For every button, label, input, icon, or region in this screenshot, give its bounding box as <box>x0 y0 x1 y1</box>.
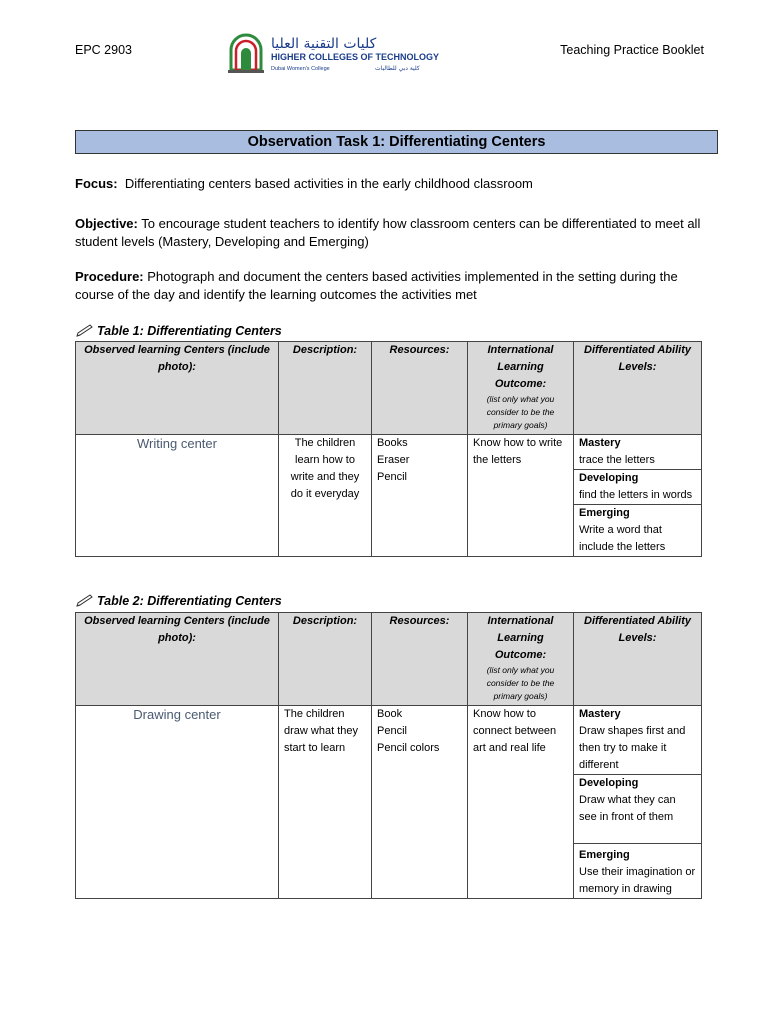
description-cell: The children draw what they start to learn <box>279 706 372 899</box>
logo-english: HIGHER COLLEGES OF TECHNOLOGY <box>271 52 440 62</box>
level-text: Write a word that include the letters <box>579 524 666 553</box>
level-text: find the letters in words <box>579 489 693 501</box>
level-emerging <box>574 844 701 898</box>
page-title: Observation Task 1: Differentiating Centers <box>75 130 718 154</box>
resources-cell <box>372 435 468 557</box>
level-name: Developing <box>579 777 639 789</box>
level-mastery <box>574 706 701 775</box>
logo-sub-left: Dubai Women's College <box>271 66 330 72</box>
header-outcome-note: (list only what you consider to be the primary goals) <box>486 665 555 701</box>
header-resources: Resources: <box>372 613 468 706</box>
center-name: Drawing center <box>76 706 279 899</box>
header-observed-centers: Observed learning Centers (include photo): <box>76 613 279 706</box>
level-name: Emerging <box>579 849 630 861</box>
level-name: Developing <box>579 472 639 484</box>
logo-sub-right: كلية دبي للطالبات <box>375 65 420 72</box>
table-row <box>76 435 702 557</box>
objective-label: Objective: <box>75 216 138 231</box>
focus-text: Differentiating centers based activities in the early childhood classroom <box>124 176 533 191</box>
header-ability-levels: Differentiated Ability Levels: <box>574 342 702 435</box>
level-developing <box>574 470 701 505</box>
booklet-title: Teaching Practice Booklet <box>560 43 704 57</box>
resource-item: Books <box>377 437 408 449</box>
pencil-icon <box>75 324 95 338</box>
header-outcome <box>468 342 574 435</box>
header-description: Description: <box>279 342 372 435</box>
header-resources: Resources: <box>372 342 468 435</box>
table2-caption-text: Table 2: Differentiating Centers <box>97 594 282 608</box>
table-row <box>76 706 702 899</box>
resource-item: Eraser <box>377 454 410 466</box>
objective-paragraph <box>75 215 715 251</box>
header-observed-centers: Observed learning Centers (include photo): <box>76 342 279 435</box>
outcome-cell: Know how to connect between art and real life <box>468 706 574 899</box>
focus-paragraph <box>75 175 715 193</box>
center-name: Writing center <box>76 435 279 557</box>
table-header-row <box>76 613 702 706</box>
level-mastery <box>574 435 701 470</box>
resource-item: Pencil <box>377 471 407 483</box>
header-outcome-label: International Learning Outcome: <box>487 344 554 390</box>
procedure-paragraph <box>75 268 715 304</box>
college-emblem-icon <box>225 30 440 74</box>
levels-cell <box>574 706 702 899</box>
resource-item: Pencil <box>377 725 407 737</box>
resource-item: Book <box>377 708 403 720</box>
level-developing <box>574 775 701 844</box>
level-emerging <box>574 505 701 556</box>
resources-cell <box>372 706 468 899</box>
table1-caption-text: Table 1: Differentiating Centers <box>97 324 282 338</box>
description-cell: The children learn how to write and they do it everyday <box>279 435 372 557</box>
level-name: Mastery <box>579 437 621 449</box>
table1-caption <box>75 324 282 338</box>
procedure-text: Photograph and document the centers based activities implemented in the setting during the course of the day and identify the learning outcomes the activities met <box>75 269 678 302</box>
header-outcome-note: (list only what you consider to be the primary goals) <box>486 394 555 430</box>
procedure-label: Procedure: <box>75 269 144 284</box>
logo-arabic: كليات التقنية العليا <box>271 36 377 52</box>
college-logo <box>225 30 440 74</box>
focus-label: Focus: <box>75 176 118 191</box>
level-text: Draw what they can see in front of them <box>579 794 676 823</box>
header-outcome <box>468 613 574 706</box>
outcome-cell: Know how to write the letters <box>468 435 574 557</box>
course-code: EPC 2903 <box>75 43 132 57</box>
table2-caption <box>75 594 282 608</box>
levels-cell <box>574 435 702 557</box>
level-text: Draw shapes first and then try to make it different <box>579 725 686 771</box>
resource-item: Pencil colors <box>377 742 440 754</box>
level-text: Use their imagination or memory in drawing <box>579 866 696 895</box>
header-description: Description: <box>279 613 372 706</box>
header-outcome-label: International Learning Outcome: <box>487 615 554 661</box>
objective-text: To encourage student teachers to identify how classroom centers can be differentiated to meet all student levels (Mastery, Developing and Emerging) <box>75 216 701 249</box>
table1 <box>75 341 702 557</box>
table-header-row <box>76 342 702 435</box>
header-ability-levels: Differentiated Ability Levels: <box>574 613 702 706</box>
level-text: trace the letters <box>579 454 655 466</box>
level-name: Emerging <box>579 507 630 519</box>
table2 <box>75 612 702 899</box>
level-name: Mastery <box>579 708 621 720</box>
pencil-icon <box>75 594 95 608</box>
